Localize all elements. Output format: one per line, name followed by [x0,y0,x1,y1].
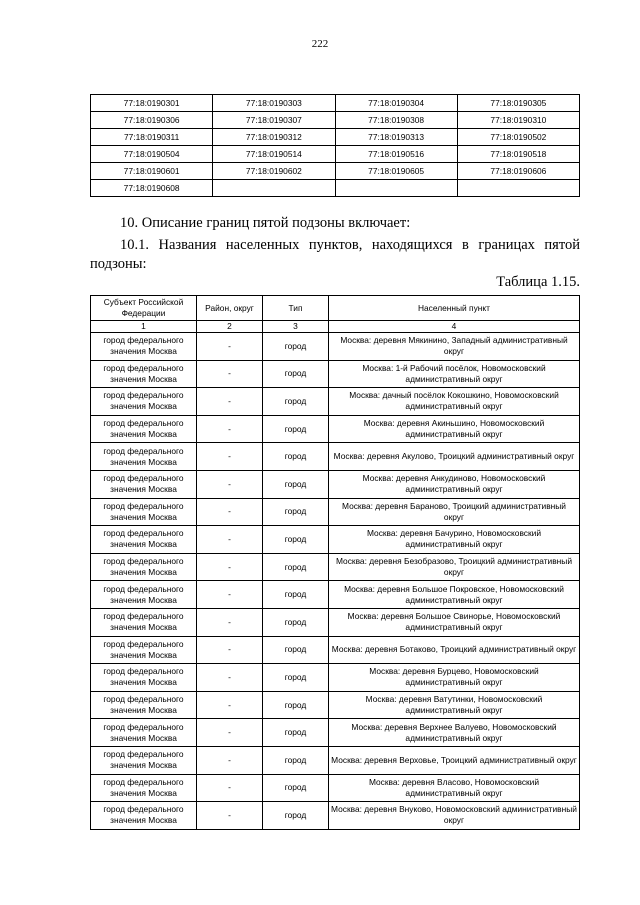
type-cell: город [263,526,329,554]
cadastral-number-cell: 77:18:0190601 [91,163,213,180]
settlement-cell: Москва: деревня Ватутинки, Новомосковский административный округ [329,691,580,719]
subject-cell: город федерального значения Москва [91,581,197,609]
district-cell: - [197,333,263,361]
table-row [91,664,580,692]
table-row [91,112,580,129]
cadastral-number-cell: 77:18:0190516 [335,146,457,163]
settlement-cell: Москва: деревня Мякинино, Западный административный округ [329,333,580,361]
settlement-cell: Москва: деревня Ботаково, Троицкий административный округ [329,636,580,664]
table-row [91,470,580,498]
cadastral-number-cell: 77:18:0190310 [457,112,579,129]
cadastral-number-cell: 77:18:0190605 [335,163,457,180]
type-cell: город [263,608,329,636]
district-cell: - [197,746,263,774]
table-row [91,526,580,554]
cadastral-number-cell: 77:18:0190514 [213,146,335,163]
settlement-cell: Москва: деревня Бачурино, Новомосковский административный округ [329,526,580,554]
table-row [91,774,580,802]
settlement-cell: Москва: деревня Большое Свинорье, Новомосковский административный округ [329,608,580,636]
table-row [91,608,580,636]
district-cell: - [197,774,263,802]
column-number: 3 [263,321,329,333]
table-row [91,95,580,112]
district-cell: - [197,581,263,609]
subject-cell: город федерального значения Москва [91,608,197,636]
settlements-table [90,295,580,830]
header-type: Тип [263,296,329,321]
table-row [91,581,580,609]
column-number: 1 [91,321,197,333]
type-cell: город [263,470,329,498]
district-cell: - [197,360,263,388]
cadastral-number-cell [213,180,335,197]
cadastral-number-cell: 77:18:0190311 [91,129,213,146]
table-row [91,636,580,664]
type-cell: город [263,691,329,719]
type-cell: город [263,636,329,664]
cadastral-number-cell [457,180,579,197]
settlement-cell: Москва: деревня Анкудиново, Новомосковский административный округ [329,470,580,498]
district-cell: - [197,636,263,664]
column-number: 4 [329,321,580,333]
subject-cell: город федерального значения Москва [91,415,197,443]
table-row [91,180,580,197]
cadastral-number-cell: 77:18:0190306 [91,112,213,129]
type-cell: город [263,802,329,830]
table-row [91,163,580,180]
page-number: 222 [311,38,329,50]
settlement-cell: Москва: деревня Власово, Новомосковский административный округ [329,774,580,802]
type-cell: город [263,664,329,692]
table-column-numbers-row [91,321,580,333]
cadastral-number-cell [335,180,457,197]
subject-cell: город федерального значения Москва [91,636,197,664]
table-row [91,333,580,361]
subject-cell: город федерального значения Москва [91,443,197,471]
type-cell: город [263,360,329,388]
cadastral-number-cell: 77:18:0190305 [457,95,579,112]
settlement-cell: Москва: 1-й Рабочий посёлок, Новомосковский административный округ [329,360,580,388]
district-cell: - [197,498,263,526]
paragraph-subzone-description: 10. Описание границ пятой подзоны включает: [120,215,411,231]
subject-cell: город федерального значения Москва [91,664,197,692]
cadastral-number-cell: 77:18:0190602 [213,163,335,180]
settlement-cell: Москва: деревня Большое Покровское, Новомосковский административный округ [329,581,580,609]
table-row [91,443,580,471]
table-row [91,415,580,443]
district-cell: - [197,691,263,719]
type-cell: город [263,333,329,361]
type-cell: город [263,415,329,443]
column-number: 2 [197,321,263,333]
subject-cell: город федерального значения Москва [91,498,197,526]
table-row [91,129,580,146]
cadastral-number-cell: 77:18:0190303 [213,95,335,112]
district-cell: - [197,415,263,443]
settlement-cell: Москва: деревня Бараново, Троицкий административный округ [329,498,580,526]
table-row [91,802,580,830]
type-cell: город [263,553,329,581]
paragraph-settlements-intro: 10.1. Названия населенных пунктов, находящихся в границах пятой подзоны: [90,237,580,272]
cadastral-number-cell: 77:18:0190608 [91,180,213,197]
settlement-cell: Москва: дачный посёлок Кокошкино, Новомосковский административный округ [329,388,580,416]
cadastral-numbers-table [90,94,580,197]
district-cell: - [197,470,263,498]
subject-cell: город федерального значения Москва [91,746,197,774]
subject-cell: город федерального значения Москва [91,719,197,747]
type-cell: город [263,746,329,774]
cadastral-number-cell: 77:18:0190606 [457,163,579,180]
district-cell: - [197,388,263,416]
district-cell: - [197,443,263,471]
type-cell: город [263,498,329,526]
district-cell: - [197,802,263,830]
district-cell: - [197,664,263,692]
settlement-cell: Москва: деревня Внуково, Новомосковский административный округ [329,802,580,830]
settlement-cell: Москва: деревня Верхнее Валуево, Новомосковский административный округ [329,719,580,747]
district-cell: - [197,526,263,554]
header-district: Район, округ [197,296,263,321]
subject-cell: город федерального значения Москва [91,774,197,802]
cadastral-number-cell: 77:18:0190312 [213,129,335,146]
subject-cell: город федерального значения Москва [91,691,197,719]
district-cell: - [197,553,263,581]
subject-cell: город федерального значения Москва [91,470,197,498]
settlement-cell: Москва: деревня Акиньшино, Новомосковский административный округ [329,415,580,443]
subject-cell: город федерального значения Москва [91,388,197,416]
subject-cell: город федерального значения Москва [91,360,197,388]
cadastral-number-cell: 77:18:0190518 [457,146,579,163]
settlement-cell: Москва: деревня Бурцево, Новомосковский административный округ [329,664,580,692]
type-cell: город [263,581,329,609]
type-cell: город [263,388,329,416]
settlement-cell: Москва: деревня Акулово, Троицкий административный округ [329,443,580,471]
cadastral-number-cell: 77:18:0190502 [457,129,579,146]
subject-cell: город федерального значения Москва [91,553,197,581]
table-caption: Таблица 1.15. [496,274,580,290]
cadastral-number-cell: 77:18:0190304 [335,95,457,112]
subject-cell: город федерального значения Москва [91,802,197,830]
type-cell: город [263,774,329,802]
table-header-row [91,296,580,321]
type-cell: город [263,443,329,471]
table-row [91,498,580,526]
district-cell: - [197,719,263,747]
settlement-cell: Москва: деревня Верховье, Троицкий административный округ [329,746,580,774]
table-row [91,553,580,581]
settlement-cell: Москва: деревня Безобразово, Троицкий административный округ [329,553,580,581]
table-row [91,360,580,388]
header-subject: Субъект Российской Федерации [91,296,197,321]
table-row [91,691,580,719]
district-cell: - [197,608,263,636]
cadastral-number-cell: 77:18:0190308 [335,112,457,129]
table-row [91,146,580,163]
subject-cell: город федерального значения Москва [91,333,197,361]
table-row [91,746,580,774]
cadastral-number-cell: 77:18:0190301 [91,95,213,112]
cadastral-number-cell: 77:18:0190307 [213,112,335,129]
table-row [91,388,580,416]
header-settlement: Населенный пункт [329,296,580,321]
cadastral-number-cell: 77:18:0190504 [91,146,213,163]
cadastral-number-cell: 77:18:0190313 [335,129,457,146]
type-cell: город [263,719,329,747]
subject-cell: город федерального значения Москва [91,526,197,554]
table-row [91,719,580,747]
